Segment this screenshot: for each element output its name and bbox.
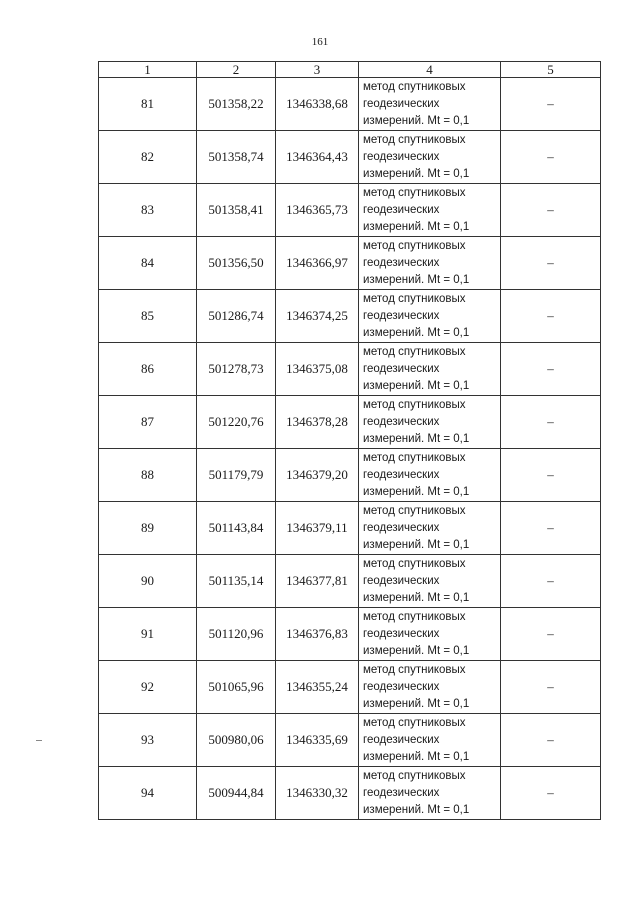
table-row [99,555,601,608]
method-text-line: метод спутниковых [363,557,466,570]
y-coordinate-cell: 1346379,20 [276,449,359,502]
x-coordinate-cell: 501120,96 [197,608,276,661]
table-row [99,237,601,290]
point-number-cell: 91 [99,608,197,661]
method-text-line: геодезических [363,733,440,746]
point-number-cell: 92 [99,661,197,714]
method-text-line: измерений. Mt = 0,1 [363,803,470,816]
y-coordinate-cell: 1346377,81 [276,555,359,608]
note-cell: – [501,343,601,396]
table-row [99,78,601,131]
note-cell: – [501,767,601,820]
x-coordinate-cell: 501286,74 [197,290,276,343]
table-body [99,78,601,820]
scan-edge-mark [36,740,42,741]
y-coordinate-cell: 1346338,68 [276,78,359,131]
point-number-cell: 93 [99,714,197,767]
note-cell: – [501,555,601,608]
method-text-line: метод спутниковых [363,769,466,782]
point-number-cell: 90 [99,555,197,608]
method-text-line: метод спутниковых [363,398,466,411]
table-row [99,131,601,184]
method-text-line: метод спутниковых [363,186,466,199]
column-header-3: 3 [276,62,359,78]
y-coordinate-cell: 1346365,73 [276,184,359,237]
method-text-line: метод спутниковых [363,451,466,464]
x-coordinate-cell: 501278,73 [197,343,276,396]
note-cell: – [501,661,601,714]
x-coordinate-cell: 501065,96 [197,661,276,714]
method-cell [359,396,501,449]
x-coordinate-cell: 501356,50 [197,237,276,290]
method-text-line: метод спутниковых [363,663,466,676]
point-number-cell: 86 [99,343,197,396]
x-coordinate-cell: 501179,79 [197,449,276,502]
method-text-line: геодезических [363,468,440,481]
method-text-line: измерений. Mt = 0,1 [363,220,470,233]
note-cell: – [501,131,601,184]
method-text-line: измерений. Mt = 0,1 [363,750,470,763]
method-text-line: измерений. Mt = 0,1 [363,697,470,710]
y-coordinate-cell: 1346330,32 [276,767,359,820]
method-cell [359,714,501,767]
method-text-line: геодезических [363,786,440,799]
y-coordinate-cell: 1346366,97 [276,237,359,290]
method-cell [359,502,501,555]
method-cell [359,237,501,290]
page-number: 161 [311,36,329,48]
table-row [99,290,601,343]
method-cell [359,661,501,714]
method-cell [359,449,501,502]
point-number-cell: 85 [99,290,197,343]
method-text-line: метод спутниковых [363,610,466,623]
x-coordinate-cell: 500980,06 [197,714,276,767]
column-header-1: 1 [99,62,197,78]
y-coordinate-cell: 1346355,24 [276,661,359,714]
table-row [99,714,601,767]
x-coordinate-cell: 501358,41 [197,184,276,237]
y-coordinate-cell: 1346379,11 [276,502,359,555]
y-coordinate-cell: 1346378,28 [276,396,359,449]
x-coordinate-cell: 501135,14 [197,555,276,608]
method-text-line: геодезических [363,415,440,428]
method-text-line: геодезических [363,680,440,693]
method-text-line: геодезических [363,97,440,110]
method-text-line: измерений. Mt = 0,1 [363,167,470,180]
method-text-line: геодезических [363,256,440,269]
note-cell: – [501,608,601,661]
table-row [99,396,601,449]
y-coordinate-cell: 1346374,25 [276,290,359,343]
y-coordinate-cell: 1346364,43 [276,131,359,184]
method-text-line: измерений. Mt = 0,1 [363,273,470,286]
note-cell: – [501,78,601,131]
method-text-line: измерений. Mt = 0,1 [363,114,470,127]
method-text-line: геодезических [363,203,440,216]
table-row [99,343,601,396]
point-number-cell: 87 [99,396,197,449]
y-coordinate-cell: 1346375,08 [276,343,359,396]
method-text-line: измерений. Mt = 0,1 [363,538,470,551]
method-cell [359,608,501,661]
x-coordinate-cell: 501143,84 [197,502,276,555]
method-text-line: геодезических [363,627,440,640]
point-number-cell: 94 [99,767,197,820]
x-coordinate-cell: 501220,76 [197,396,276,449]
point-number-cell: 88 [99,449,197,502]
point-number-cell: 83 [99,184,197,237]
y-coordinate-cell: 1346335,69 [276,714,359,767]
point-number-cell: 89 [99,502,197,555]
x-coordinate-cell: 500944,84 [197,767,276,820]
method-text-line: метод спутниковых [363,292,466,305]
method-text-line: измерений. Mt = 0,1 [363,591,470,604]
method-text-line: метод спутниковых [363,239,466,252]
method-text-line: геодезических [363,362,440,375]
table-header-row [99,62,601,78]
table-row [99,449,601,502]
point-number-cell: 81 [99,78,197,131]
table-row [99,502,601,555]
table-row [99,661,601,714]
table-row [99,608,601,661]
point-number-cell: 82 [99,131,197,184]
note-cell: – [501,502,601,555]
method-text-line: метод спутниковых [363,345,466,358]
note-cell: – [501,396,601,449]
method-text-line: измерений. Mt = 0,1 [363,644,470,657]
method-text-line: геодезических [363,309,440,322]
table-row [99,767,601,820]
method-text-line: метод спутниковых [363,80,466,93]
method-text-line: измерений. Mt = 0,1 [363,379,470,392]
method-cell [359,343,501,396]
y-coordinate-cell: 1346376,83 [276,608,359,661]
note-cell: – [501,237,601,290]
method-text-line: метод спутниковых [363,504,466,517]
coordinates-table [98,61,601,820]
method-cell [359,78,501,131]
method-text-line: геодезических [363,521,440,534]
method-cell [359,290,501,343]
x-coordinate-cell: 501358,74 [197,131,276,184]
method-cell [359,184,501,237]
method-cell [359,131,501,184]
note-cell: – [501,714,601,767]
x-coordinate-cell: 501358,22 [197,78,276,131]
method-text-line: измерений. Mt = 0,1 [363,485,470,498]
method-cell [359,767,501,820]
note-cell: – [501,290,601,343]
note-cell: – [501,449,601,502]
column-header-2: 2 [197,62,276,78]
column-header-5: 5 [501,62,601,78]
method-text-line: метод спутниковых [363,133,466,146]
note-cell: – [501,184,601,237]
method-text-line: метод спутниковых [363,716,466,729]
method-text-line: геодезических [363,574,440,587]
method-text-line: измерений. Mt = 0,1 [363,326,470,339]
method-cell [359,555,501,608]
column-header-4: 4 [359,62,501,78]
method-text-line: геодезических [363,150,440,163]
point-number-cell: 84 [99,237,197,290]
method-text-line: измерений. Mt = 0,1 [363,432,470,445]
table-row [99,184,601,237]
